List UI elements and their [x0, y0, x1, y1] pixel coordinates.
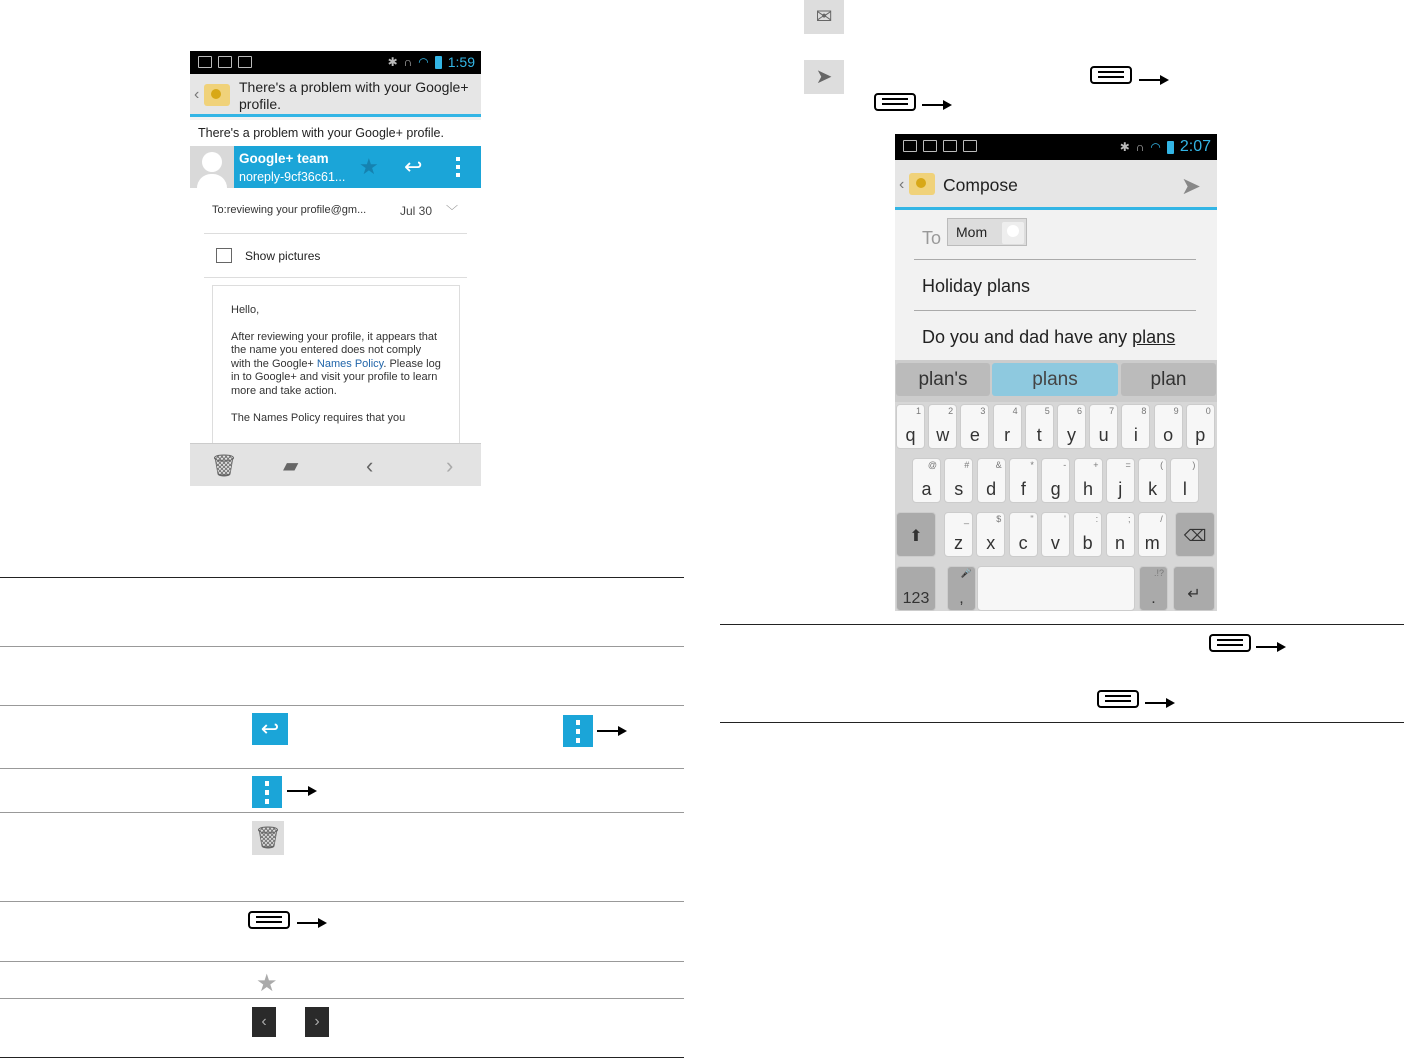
chevron-right-icon[interactable]: › — [446, 453, 454, 478]
key-alt-label: $ — [996, 514, 1002, 524]
key-alt-label: 0 — [1205, 406, 1211, 416]
menu-key-icon — [1097, 690, 1139, 708]
trash-icon: 🗑 — [252, 821, 284, 855]
key-alt-label: _ — [963, 514, 969, 524]
message-content — [212, 285, 460, 455]
key-label: r — [1004, 425, 1011, 445]
arrow-right-icon — [1145, 698, 1175, 708]
keyboard-notification-icon — [923, 140, 937, 152]
sender-name: Google+ team — [239, 151, 329, 166]
title-bar[interactable] — [190, 74, 481, 117]
table-rule — [0, 1057, 684, 1058]
key-alt-label: ' — [1064, 514, 1066, 524]
key-label: x — [986, 533, 996, 553]
back-chevron-icon[interactable]: ‹ — [194, 86, 200, 103]
picture-icon — [216, 248, 232, 263]
key-label: g — [1050, 479, 1061, 499]
key-label: p — [1195, 425, 1206, 445]
key-q[interactable] — [896, 404, 925, 449]
avatar — [1002, 222, 1024, 244]
key-s[interactable] — [944, 458, 973, 503]
key-label: k — [1148, 479, 1158, 499]
star-icon[interactable]: ★ — [359, 154, 379, 179]
suggestion-item[interactable]: plan's — [896, 363, 990, 396]
key-label: w — [936, 425, 950, 445]
to-value: reviewing your profile@gm... — [226, 204, 367, 216]
names-policy-link[interactable]: Names Policy — [316, 357, 384, 370]
key-alt-label: - — [1063, 460, 1067, 470]
title-bar — [895, 160, 1217, 210]
menu-key-icon — [874, 93, 916, 111]
table-rule — [0, 705, 684, 706]
backspace-key[interactable]: ⌫ — [1175, 512, 1215, 557]
key-n[interactable] — [1106, 512, 1135, 557]
subject-field[interactable]: Holiday plans — [922, 276, 1031, 296]
key-c[interactable] — [1009, 512, 1038, 557]
key-alt-label: 6 — [1076, 406, 1082, 416]
mic-icon: 🎤 — [960, 568, 972, 578]
key-alt-label: 9 — [1173, 406, 1179, 416]
reply-icon[interactable]: ↩ — [404, 154, 423, 179]
key-alt-label: 3 — [980, 406, 986, 416]
key-i[interactable] — [1121, 404, 1150, 449]
message-greeting: Hello, — [231, 304, 260, 316]
table-rule — [0, 961, 684, 962]
key-label: q — [905, 425, 916, 445]
table-rule — [0, 577, 684, 578]
key-m[interactable] — [1138, 512, 1167, 557]
key-b[interactable] — [1073, 512, 1102, 557]
key-k[interactable] — [1138, 458, 1167, 503]
message-paragraph: The Names Policy requires that you — [231, 411, 406, 424]
arrow-right-icon — [297, 918, 327, 928]
key-label: j — [1118, 479, 1123, 499]
key-label: f — [1020, 479, 1026, 499]
divider — [204, 233, 467, 234]
soft-keyboard — [895, 402, 1217, 611]
key-label: z — [954, 533, 963, 553]
sender-address: noreply-9cf36c61... — [239, 170, 346, 184]
sender-header — [190, 146, 481, 188]
table-rule — [0, 812, 684, 813]
key-y[interactable] — [1057, 404, 1086, 449]
period-key[interactable]: .!? . — [1139, 566, 1168, 611]
calendar-notification-icon — [238, 56, 252, 68]
key-label: i — [1133, 425, 1138, 445]
menu-key-icon — [248, 911, 290, 929]
overflow-menu-icon[interactable] — [456, 157, 460, 177]
send-icon[interactable]: ➤ — [1180, 173, 1201, 200]
send-icon: ➤ — [804, 60, 844, 94]
key-alt-label: @ — [927, 460, 937, 470]
key-e[interactable] — [960, 404, 989, 449]
overflow-menu-icon — [563, 715, 593, 747]
key-label: b — [1082, 533, 1093, 553]
key-z[interactable] — [944, 512, 973, 557]
recipient-line[interactable] — [212, 204, 366, 216]
headset-icon: ∩ — [1135, 140, 1145, 154]
recipient-name: Mom — [956, 224, 988, 240]
gmail-notification-icon — [218, 56, 232, 68]
key-alt-label: " — [1030, 514, 1034, 524]
star-icon: ★ — [256, 970, 278, 997]
table-rule — [720, 722, 1404, 723]
suggestion-item-selected[interactable]: plans — [992, 363, 1118, 396]
key-label: o — [1163, 425, 1174, 445]
avatar[interactable] — [190, 146, 234, 188]
key-alt-label: 8 — [1141, 406, 1147, 416]
key-p[interactable] — [1186, 404, 1215, 449]
key-h[interactable] — [1074, 458, 1103, 503]
key-label: v — [1050, 533, 1060, 553]
key-label: m — [1144, 533, 1160, 553]
message-date: Jul 30 — [400, 204, 433, 218]
notification-icon — [903, 140, 917, 152]
menu-key-icon — [1090, 66, 1132, 84]
status-bar — [895, 134, 1217, 160]
key-alt-label: * — [1030, 460, 1034, 470]
key-t[interactable] — [1025, 404, 1054, 449]
message-body — [190, 188, 481, 443]
key-label: y — [1067, 425, 1076, 445]
to-label: To: — [212, 204, 227, 216]
battery-icon — [1167, 141, 1174, 154]
overflow-menu-icon — [252, 776, 282, 808]
recipient-chip[interactable] — [947, 218, 1027, 246]
suggestion-item[interactable]: plan — [1121, 363, 1216, 396]
key-alt-label: + — [1093, 460, 1099, 470]
key-alt-label: ) — [1192, 460, 1196, 470]
key-f[interactable] — [1009, 458, 1038, 503]
table-rule — [0, 901, 684, 902]
key-alt-label: : — [1095, 514, 1099, 524]
folder-icon[interactable]: ▰ — [283, 455, 299, 477]
key-alt-label: 5 — [1044, 406, 1050, 416]
bluetooth-icon: ✱ — [1119, 140, 1130, 154]
suggestion-bar — [895, 360, 1217, 402]
shift-key[interactable]: ⬆ — [896, 512, 936, 557]
key-g[interactable] — [1041, 458, 1070, 503]
symbols-key[interactable]: 123 — [896, 566, 936, 611]
arrow-right-icon — [287, 786, 317, 796]
chevron-right-icon: › — [305, 1007, 329, 1037]
compose-form — [895, 210, 1217, 360]
email-app-icon — [204, 84, 230, 106]
key-label: n — [1114, 533, 1125, 553]
key-a[interactable] — [912, 458, 941, 503]
space-key[interactable] — [977, 566, 1135, 611]
compose-title: Compose — [943, 175, 1018, 195]
menu-key-icon — [1209, 634, 1251, 652]
key-alt-label: 7 — [1109, 406, 1115, 416]
field-underline — [914, 259, 1196, 260]
status-bar — [190, 51, 481, 74]
wifi-icon: ◠ — [418, 55, 429, 69]
table-rule — [720, 624, 1404, 625]
key-u[interactable] — [1089, 404, 1118, 449]
key-label: d — [986, 479, 997, 499]
gmail-notification-icon — [943, 140, 957, 152]
key-alt-label: = — [1125, 460, 1131, 470]
key-label: h — [1082, 479, 1093, 499]
key-label: c — [1018, 533, 1028, 553]
key-l[interactable] — [1170, 458, 1199, 503]
message-subject: There's a problem with your Google+ profile. — [190, 120, 481, 146]
key-alt-label: ; — [1127, 514, 1131, 524]
key-label: a — [921, 479, 932, 499]
headset-icon: ∩ — [403, 55, 413, 69]
key-alt-label: 2 — [948, 406, 954, 416]
chevron-left-icon[interactable]: ‹ — [366, 453, 374, 478]
key-label: u — [1098, 425, 1109, 445]
trash-icon[interactable]: 🗑 — [210, 453, 238, 478]
to-label: To — [922, 228, 942, 248]
email-app-icon — [909, 173, 935, 195]
back-chevron-icon[interactable]: ‹ — [899, 176, 905, 193]
field-underline — [914, 310, 1196, 311]
wifi-icon: ◠ — [1150, 140, 1161, 154]
key-alt-label: ( — [1160, 460, 1164, 470]
chevron-left-icon: ‹ — [252, 1007, 276, 1037]
show-pictures-link[interactable]: Show pictures — [245, 249, 321, 263]
key-x[interactable] — [976, 512, 1005, 557]
arrow-right-icon — [597, 726, 627, 736]
chevron-down-icon[interactable]: ﹀ — [446, 204, 459, 218]
message-body-field[interactable]: Do you and dad have any plans — [922, 327, 1176, 347]
comma-key[interactable]: 🎤 , — [947, 566, 976, 611]
table-rule — [0, 646, 684, 647]
bottom-action-bar — [190, 443, 481, 486]
status-time: 1:59 — [447, 54, 475, 70]
email-screenshot — [190, 51, 481, 486]
key-label: s — [954, 479, 964, 499]
divider — [204, 277, 467, 278]
arrow-right-icon — [1139, 75, 1169, 85]
key-label: e — [969, 425, 980, 445]
key-v[interactable] — [1041, 512, 1070, 557]
bluetooth-icon: ✱ — [387, 55, 398, 69]
arrow-right-icon — [922, 100, 952, 110]
reply-icon: ↩ — [252, 713, 288, 745]
key-alt-label: 4 — [1012, 406, 1018, 416]
key-label: t — [1036, 425, 1042, 445]
calendar-notification-icon — [963, 140, 977, 152]
battery-icon — [435, 56, 442, 69]
message-paragraph: After reviewing your profile, it appears that the name you entered does not comply with the Google+ Names Policy. Please log in to Google+ and visit your profile to learn more and take action. — [231, 330, 441, 397]
key-d[interactable] — [977, 458, 1006, 503]
key-alt-label: / — [1160, 514, 1163, 524]
key-alt-label: 1 — [915, 406, 921, 416]
notification-icon — [198, 56, 212, 68]
key-label: l — [1182, 479, 1187, 499]
message-title: There's a problem with your Google+ profile. — [239, 79, 469, 112]
arrow-right-icon — [1256, 642, 1286, 652]
compose-screenshot — [895, 134, 1217, 611]
key-alt-label: # — [964, 460, 970, 470]
enter-key[interactable]: ↵ — [1173, 566, 1215, 611]
key-o[interactable] — [1154, 404, 1183, 449]
table-rule — [0, 998, 684, 999]
table-rule — [0, 768, 684, 769]
key-j[interactable] — [1106, 458, 1135, 503]
key-r[interactable] — [993, 404, 1022, 449]
status-time: 2:07 — [1179, 138, 1211, 155]
compose-mail-icon: ✉ — [804, 0, 844, 34]
key-w[interactable] — [928, 404, 957, 449]
key-alt-label: & — [995, 460, 1002, 470]
